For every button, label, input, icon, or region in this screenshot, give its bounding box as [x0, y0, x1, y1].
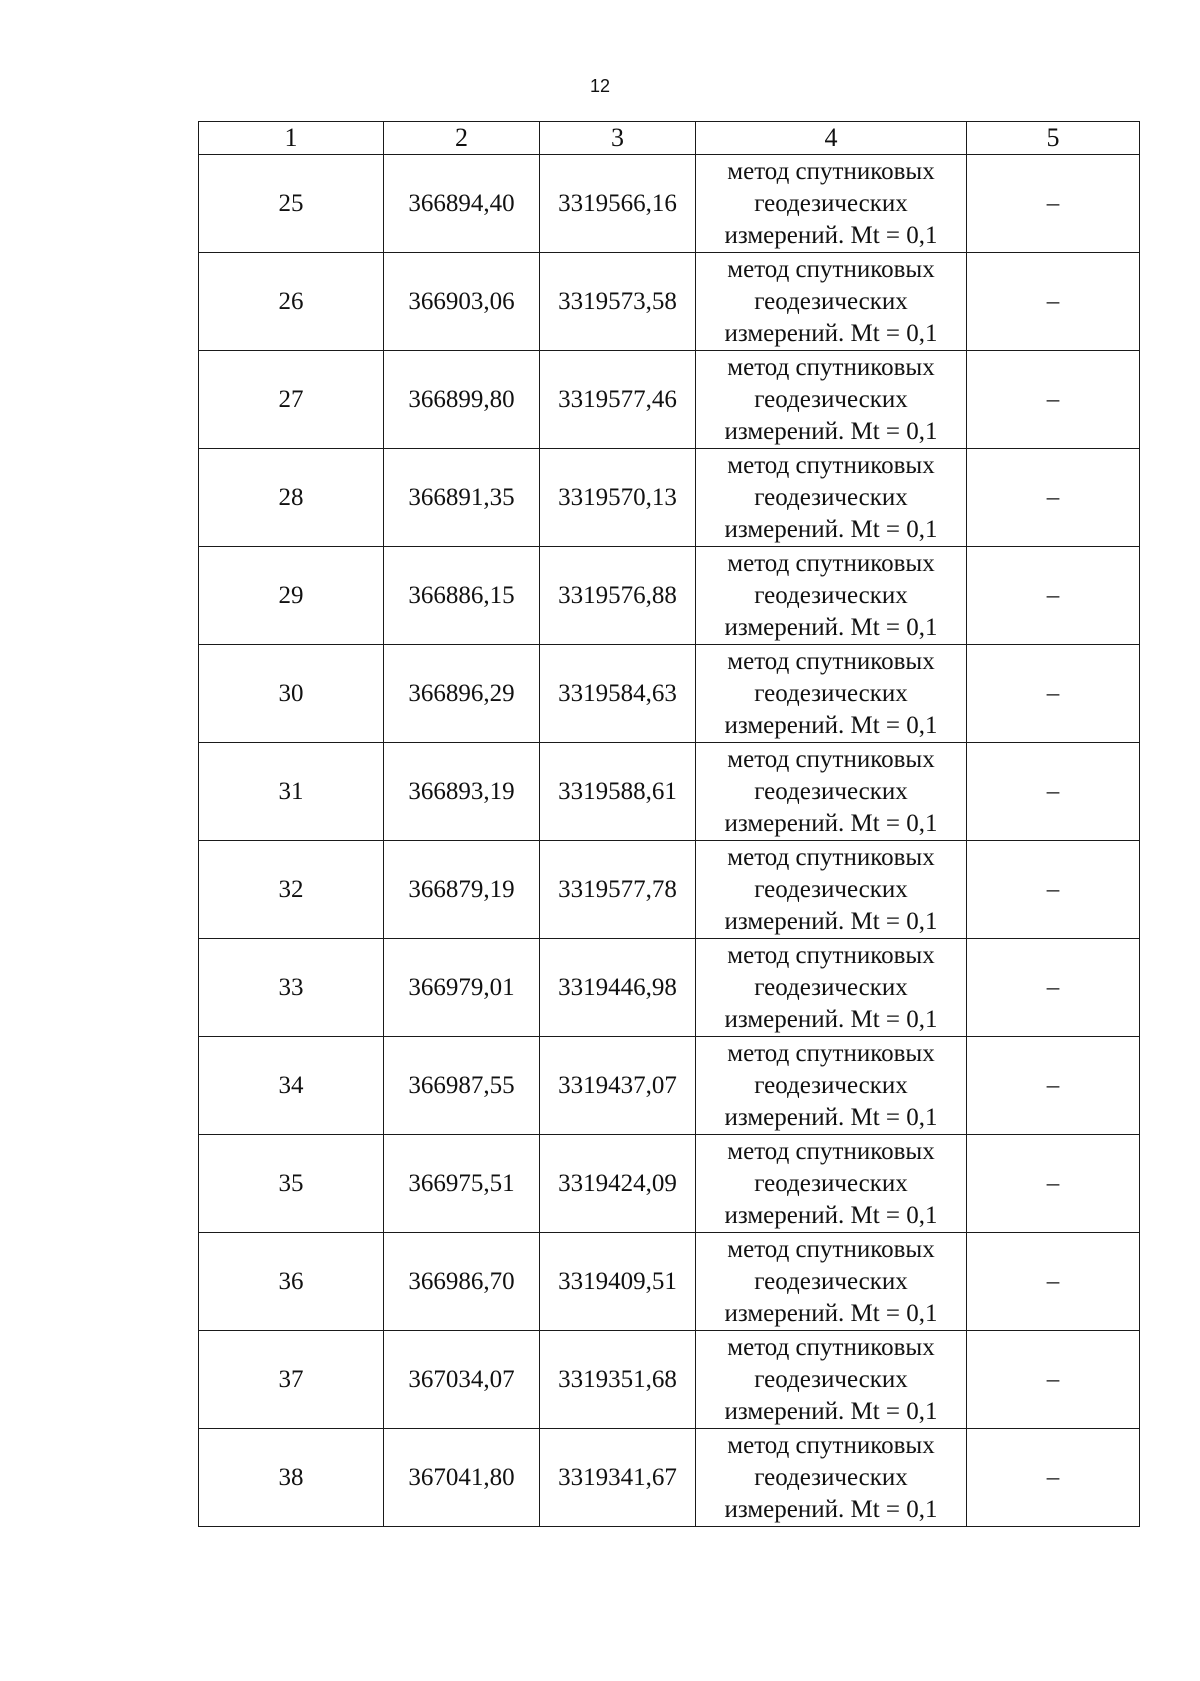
header-row	[199, 122, 1140, 155]
method-line: измерений. Mt = 0,1	[724, 515, 938, 543]
table-row	[199, 939, 1140, 1037]
method-cell	[696, 743, 967, 841]
header-col-1: 1	[199, 122, 384, 155]
table-row	[199, 351, 1140, 449]
coordinate-y-cell: 3319576,88	[540, 547, 696, 645]
coordinate-x-cell: 366975,51	[384, 1135, 540, 1233]
method-cell	[696, 351, 967, 449]
method-cell	[696, 1233, 967, 1331]
method-line: геодезических	[754, 581, 908, 609]
header-col-4: 4	[696, 122, 967, 155]
method-line: метод спутниковых	[727, 1137, 935, 1165]
point-number-cell: 36	[199, 1233, 384, 1331]
method-line: геодезических	[754, 1267, 908, 1295]
point-number-cell: 31	[199, 743, 384, 841]
point-number-cell: 37	[199, 1331, 384, 1429]
coordinate-y-cell: 3319570,13	[540, 449, 696, 547]
coordinate-x-cell: 366894,40	[384, 155, 540, 253]
method-cell	[696, 645, 967, 743]
coordinate-y-cell: 3319566,16	[540, 155, 696, 253]
coordinate-y-cell: 3319341,67	[540, 1429, 696, 1527]
method-cell	[696, 1331, 967, 1429]
method-line: метод спутниковых	[727, 353, 935, 381]
coordinate-y-cell: 3319577,46	[540, 351, 696, 449]
table-row	[199, 155, 1140, 253]
note-cell: –	[967, 743, 1140, 841]
method-line: измерений. Mt = 0,1	[724, 1397, 938, 1425]
header-col-2: 2	[384, 122, 540, 155]
coordinate-y-cell: 3319573,58	[540, 253, 696, 351]
coordinate-x-cell: 366986,70	[384, 1233, 540, 1331]
coordinate-y-cell: 3319577,78	[540, 841, 696, 939]
method-line: измерений. Mt = 0,1	[724, 1299, 938, 1327]
table-body	[199, 155, 1140, 1527]
point-number-cell: 32	[199, 841, 384, 939]
method-line: геодезических	[754, 1071, 908, 1099]
coordinate-y-cell: 3319351,68	[540, 1331, 696, 1429]
method-line: измерений. Mt = 0,1	[724, 1103, 938, 1131]
note-cell: –	[967, 253, 1140, 351]
method-line: метод спутниковых	[727, 1235, 935, 1263]
coordinate-y-cell: 3319424,09	[540, 1135, 696, 1233]
coordinates-table	[198, 121, 1140, 1527]
coordinate-y-cell: 3319437,07	[540, 1037, 696, 1135]
coordinate-x-cell: 367041,80	[384, 1429, 540, 1527]
method-line: измерений. Mt = 0,1	[724, 1005, 938, 1033]
method-line: метод спутниковых	[727, 451, 935, 479]
method-line: геодезических	[754, 1169, 908, 1197]
coordinate-x-cell: 366879,19	[384, 841, 540, 939]
table-row	[199, 1037, 1140, 1135]
table-row	[199, 841, 1140, 939]
coordinate-x-cell: 366899,80	[384, 351, 540, 449]
point-number-cell: 30	[199, 645, 384, 743]
method-line: метод спутниковых	[727, 255, 935, 283]
method-cell	[696, 1135, 967, 1233]
coordinate-y-cell: 3319584,63	[540, 645, 696, 743]
coordinate-x-cell: 366979,01	[384, 939, 540, 1037]
note-cell: –	[967, 1233, 1140, 1331]
note-cell: –	[967, 939, 1140, 1037]
table-row	[199, 449, 1140, 547]
point-number-cell: 26	[199, 253, 384, 351]
method-line: геодезических	[754, 679, 908, 707]
point-number-cell: 27	[199, 351, 384, 449]
method-line: метод спутниковых	[727, 1039, 935, 1067]
point-number-cell: 38	[199, 1429, 384, 1527]
method-cell	[696, 841, 967, 939]
coordinate-x-cell: 366896,29	[384, 645, 540, 743]
method-line: геодезических	[754, 973, 908, 1001]
header-col-5: 5	[967, 122, 1140, 155]
point-number-cell: 28	[199, 449, 384, 547]
table-row	[199, 743, 1140, 841]
note-cell: –	[967, 155, 1140, 253]
coordinate-y-cell: 3319409,51	[540, 1233, 696, 1331]
method-cell	[696, 1037, 967, 1135]
note-cell: –	[967, 1037, 1140, 1135]
note-cell: –	[967, 351, 1140, 449]
method-line: геодезических	[754, 1365, 908, 1393]
method-line: геодезических	[754, 287, 908, 315]
method-line: метод спутниковых	[727, 843, 935, 871]
coordinate-x-cell: 366891,35	[384, 449, 540, 547]
point-number-cell: 33	[199, 939, 384, 1037]
note-cell: –	[967, 645, 1140, 743]
note-cell: –	[967, 1331, 1140, 1429]
method-line: метод спутниковых	[727, 647, 935, 675]
method-line: измерений. Mt = 0,1	[724, 711, 938, 739]
coordinate-x-cell: 366893,19	[384, 743, 540, 841]
method-cell	[696, 155, 967, 253]
table-row	[199, 1233, 1140, 1331]
method-cell	[696, 939, 967, 1037]
coordinate-y-cell: 3319588,61	[540, 743, 696, 841]
table-row	[199, 645, 1140, 743]
method-cell	[696, 547, 967, 645]
method-line: метод спутниковых	[727, 1431, 935, 1459]
method-line: измерений. Mt = 0,1	[724, 809, 938, 837]
header-col-3: 3	[540, 122, 696, 155]
method-line: геодезических	[754, 189, 908, 217]
note-cell: –	[967, 449, 1140, 547]
method-line: измерений. Mt = 0,1	[724, 613, 938, 641]
note-cell: –	[967, 841, 1140, 939]
page-number: 12	[589, 76, 611, 96]
method-line: геодезических	[754, 777, 908, 805]
method-line: измерений. Mt = 0,1	[724, 1201, 938, 1229]
point-number-cell: 34	[199, 1037, 384, 1135]
method-line: метод спутниковых	[727, 157, 935, 185]
table-row	[199, 1429, 1140, 1527]
method-line: метод спутниковых	[727, 745, 935, 773]
coordinate-y-cell: 3319446,98	[540, 939, 696, 1037]
table-row	[199, 253, 1140, 351]
method-cell	[696, 1429, 967, 1527]
method-line: геодезических	[754, 483, 908, 511]
method-line: метод спутниковых	[727, 1333, 935, 1361]
table-row	[199, 547, 1140, 645]
method-line: геодезических	[754, 1463, 908, 1491]
note-cell: –	[967, 1429, 1140, 1527]
coordinate-x-cell: 366987,55	[384, 1037, 540, 1135]
method-line: геодезических	[754, 875, 908, 903]
method-line: измерений. Mt = 0,1	[724, 319, 938, 347]
method-line: измерений. Mt = 0,1	[724, 221, 938, 249]
method-line: метод спутниковых	[727, 941, 935, 969]
method-line: измерений. Mt = 0,1	[724, 417, 938, 445]
note-cell: –	[967, 547, 1140, 645]
method-line: измерений. Mt = 0,1	[724, 1495, 938, 1523]
method-cell	[696, 253, 967, 351]
table-row	[199, 1135, 1140, 1233]
point-number-cell: 25	[199, 155, 384, 253]
method-cell	[696, 449, 967, 547]
table-row	[199, 1331, 1140, 1429]
method-line: геодезических	[754, 385, 908, 413]
point-number-cell: 35	[199, 1135, 384, 1233]
coordinate-x-cell: 367034,07	[384, 1331, 540, 1429]
method-line: метод спутниковых	[727, 549, 935, 577]
point-number-cell: 29	[199, 547, 384, 645]
table-header	[199, 122, 1140, 155]
note-cell: –	[967, 1135, 1140, 1233]
method-line: измерений. Mt = 0,1	[724, 907, 938, 935]
coordinate-x-cell: 366886,15	[384, 547, 540, 645]
coordinate-x-cell: 366903,06	[384, 253, 540, 351]
